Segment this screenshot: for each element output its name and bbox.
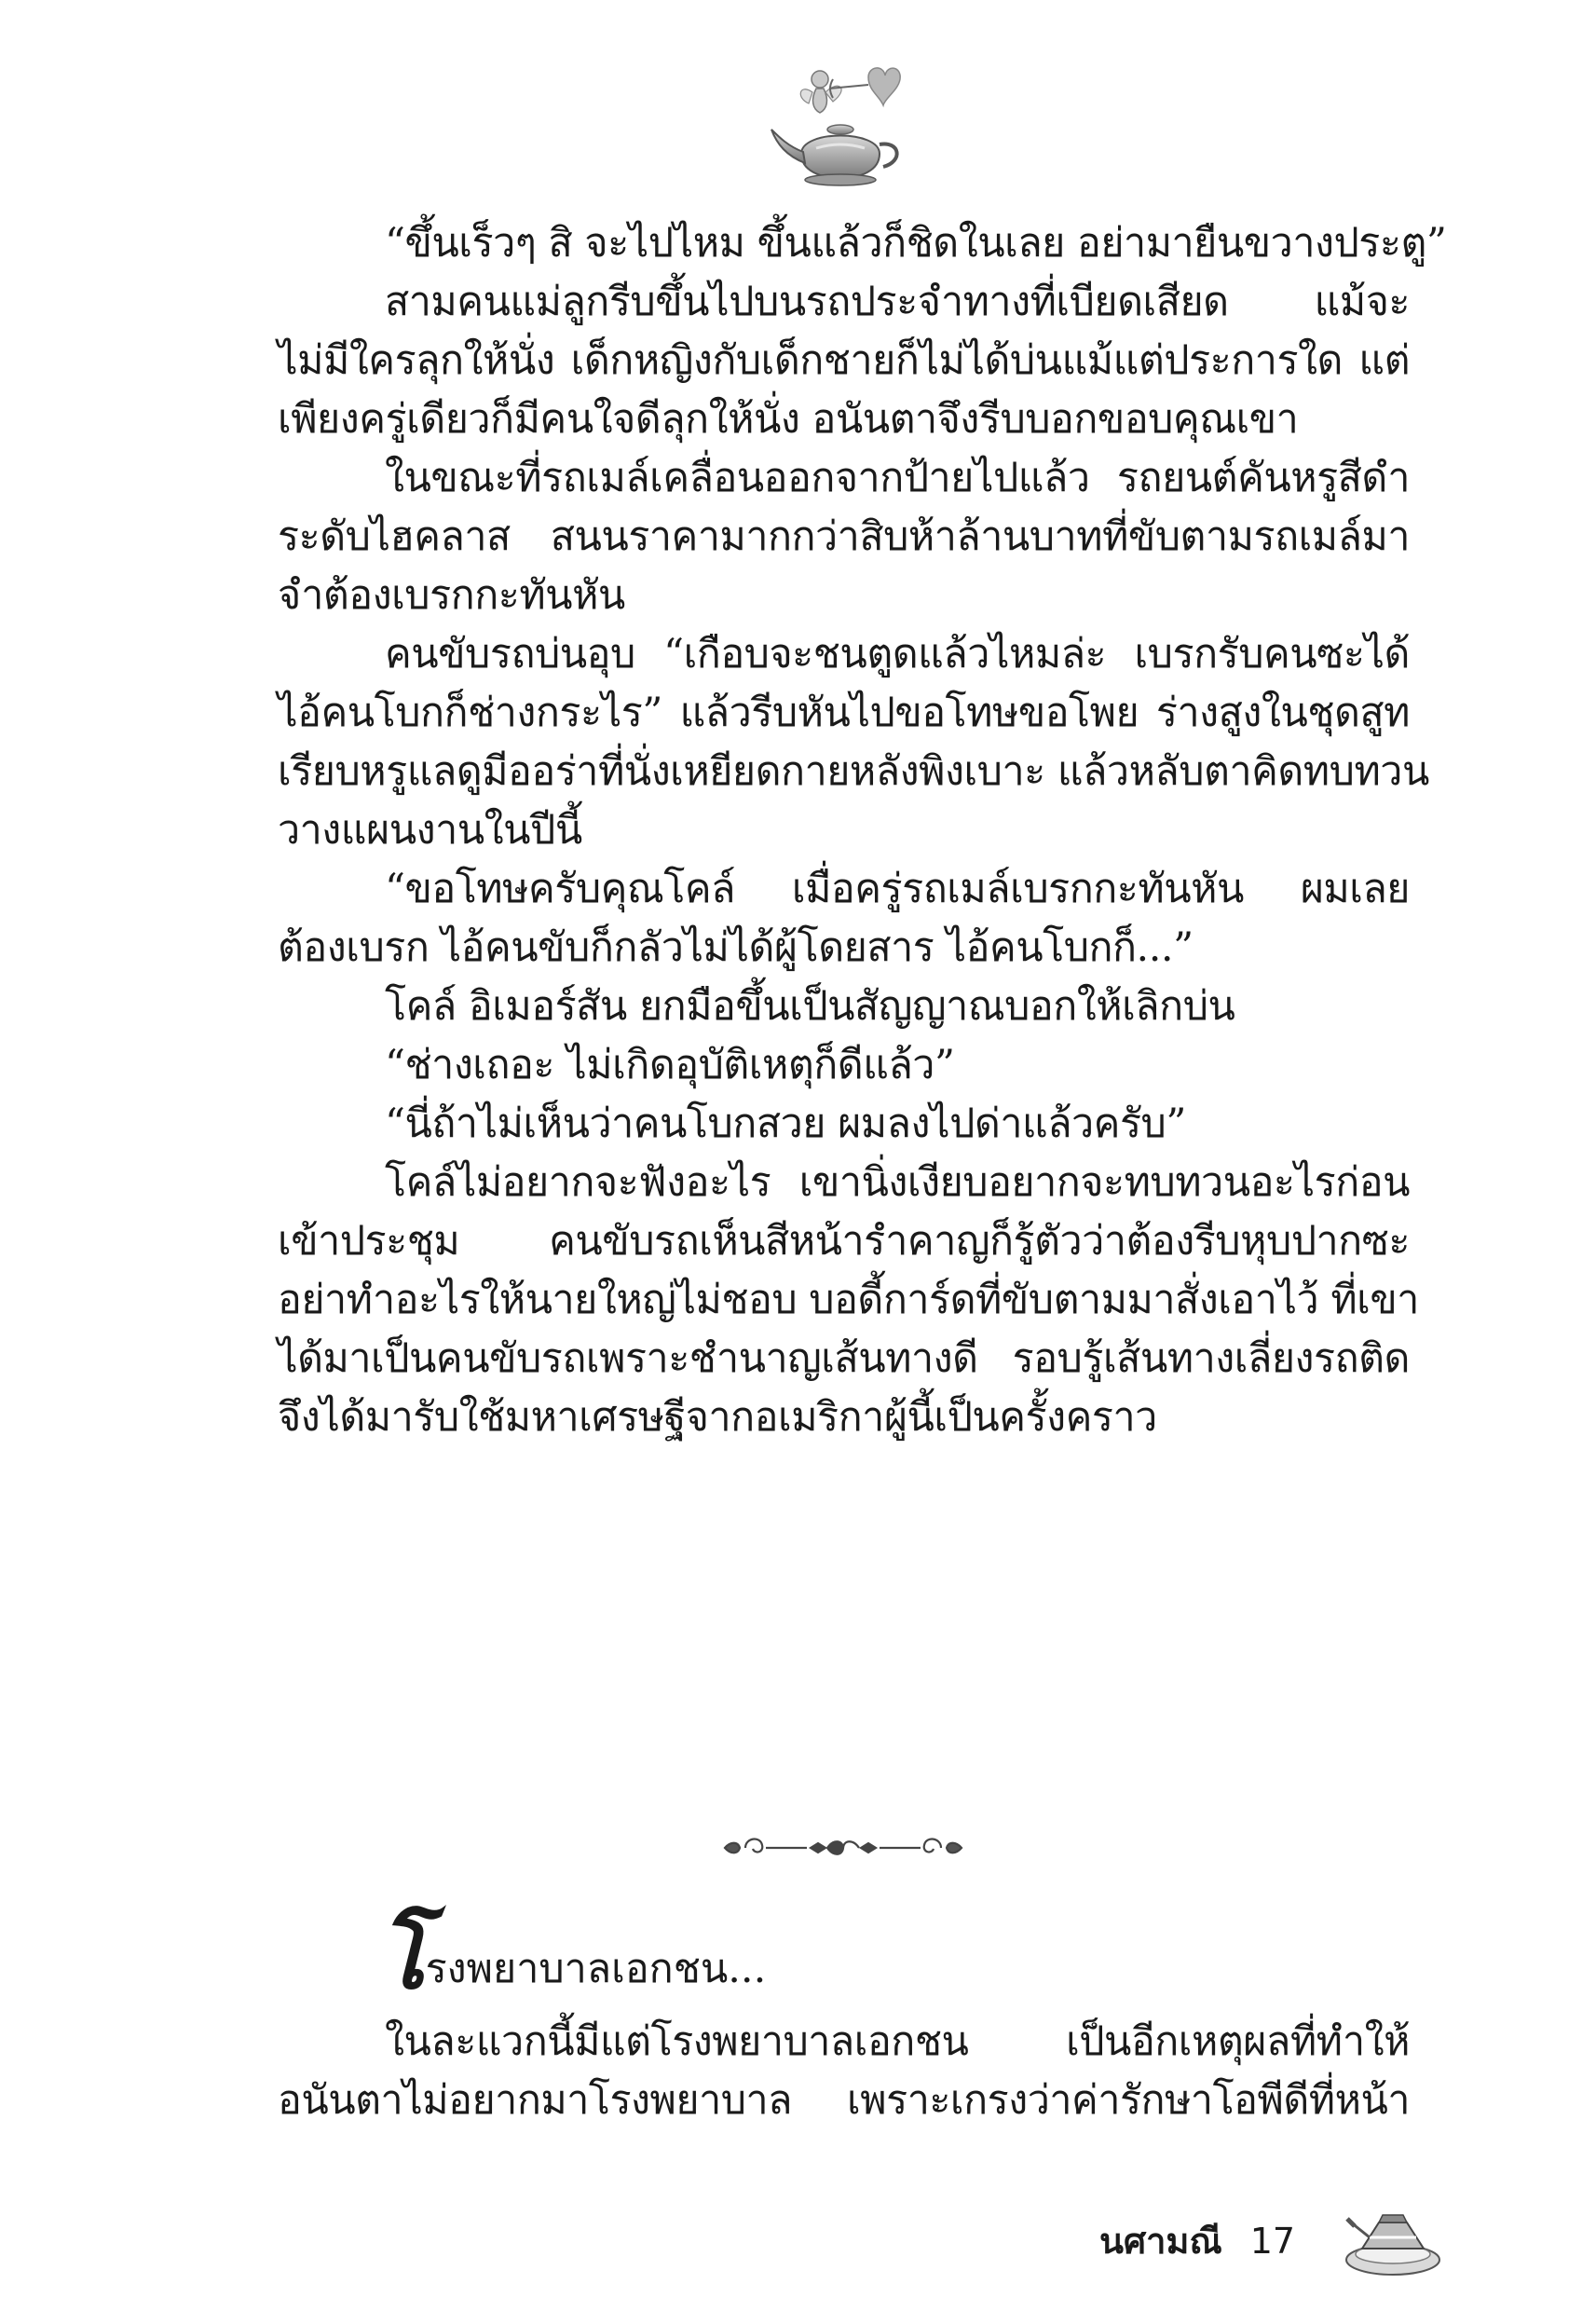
text-line: ในขณะที่รถเมล์เคลื่อนออกจากป้ายไปแล้ว รถยนต์คันหรูสีดำ	[385, 455, 1410, 501]
text-line: “ขึ้นเร็วๆ สิ จะไปไหม ขึ้นแล้วก็ชิดในเลย อย่ามายืนขวางประตู”	[385, 220, 1447, 267]
section-body-text	[278, 2013, 1410, 2130]
text-line: จึงได้มารับใช้มหาเศรษฐีจากอเมริกาผู้นี้เป็นครั้งคราว	[278, 1394, 1157, 1441]
text-line: “ช่างเถอะ ไม่เกิดอุบัติเหตุก็ดีแล้ว”	[385, 1042, 955, 1088]
text-line: ได้มาเป็นคนขับรถเพราะชำนาญเส้นทางดี รอบรู้เส้นทางเลี่ยงรถติด	[278, 1335, 1410, 1382]
text-line: คนขับรถบ่นอุบ “เกือบจะชนตูดแล้วไหมล่ะ เบรกรับคนซะได้	[385, 631, 1410, 677]
text-line: ไม่มีใครลุกให้นั่ง เด็กหญิงกับเด็กชายก็ไม่ได้บ่นแม้แต่ประการใด แต่	[278, 337, 1410, 384]
text-line: ระดับไฮคลาส สนนราคามากกว่าสิบห้าล้านบาทที่ขับตามรถเมล์มา	[278, 513, 1410, 560]
body-text	[278, 214, 1447, 1447]
text-line: ในละแวกนี้มีแต่โรงพยาบาลเอกชน เป็นอีกเหตุผลที่ทำให้	[385, 2018, 1410, 2065]
plate-cake-icon	[1342, 2195, 1444, 2288]
text-line: “นี่ถ้าไม่เห็นว่าคนโบกสวย ผมลงไปด่าแล้วครับ”	[385, 1101, 1186, 1147]
text-line: เข้าประชุม คนขับรถเห็นสีหน้ารำคาญก็รู้ตัวว่าต้องรีบหุบปากซะ	[278, 1218, 1410, 1265]
text-line: โคล์ไม่อยากจะฟังอะไร เขานิ่งเงียบอยากจะทบทวนอะไรก่อน	[385, 1159, 1410, 1206]
text-line: “ขอโทษครับคุณโคล์ เมื่อครู่รถเมล์เบรกกะทันหัน ผมเลย	[385, 866, 1410, 912]
section-opening	[377, 1904, 767, 2009]
text-line: ต้องเบรก ไอ้คนขับก็กลัวไม่ได้ผู้โดยสาร ไอ้คนโบกก็...”	[278, 924, 1194, 971]
scroll-flourish-divider-icon	[717, 1825, 969, 1871]
text-line: ไอ้คนโบกก็ช่างกระไร” แล้วรีบหันไปขอโทษขอโพย ร่างสูงในชุดสูท	[278, 690, 1410, 736]
text-line: เรียบหรูแลดูมีออร่าที่นั่งเหยียดกายหลังพิงเบาะ แล้วหลับตาคิดทบทวน	[278, 748, 1429, 795]
text-line: สามคนแม่ลูกรีบขึ้นไปบนรถประจำทางที่เบียดเสียด แม้จะ	[385, 279, 1410, 325]
page-number: 17	[1249, 2221, 1296, 2262]
author-name: นศามณี	[1099, 2221, 1222, 2262]
text-line: เพียงครู่เดียวก็มีคนใจดีลุกให้นั่ง อนันตาจึงรีบบอกขอบคุณเขา	[278, 396, 1299, 443]
text-line: อนันตาไม่อยากมาโรงพยาบาล เพราะเกรงว่าค่ารักษาโอพีดีที่หน้า	[278, 2077, 1410, 2124]
text-line: โคล์ อิเมอร์สัน ยกมือขึ้นเป็นสัญญาณบอกให้เลิกบ่น	[385, 983, 1235, 1030]
text-line: อย่าทำอะไรให้นายใหญ่ไม่ชอบ บอดี้การ์ดที่ขับตามมาสั่งเอาไว้ ที่เขา	[278, 1277, 1419, 1323]
page-footer	[1099, 2213, 1295, 2269]
text-line: วางแผนงานในปีนี้	[278, 807, 582, 854]
drop-cap: โ	[377, 1904, 426, 2009]
text-line: จำต้องเบรกกะทันหัน	[278, 572, 625, 619]
section-heading: รงพยาบาลเอกชน...	[425, 1946, 767, 1992]
teapot-cupid-icon	[764, 51, 913, 191]
